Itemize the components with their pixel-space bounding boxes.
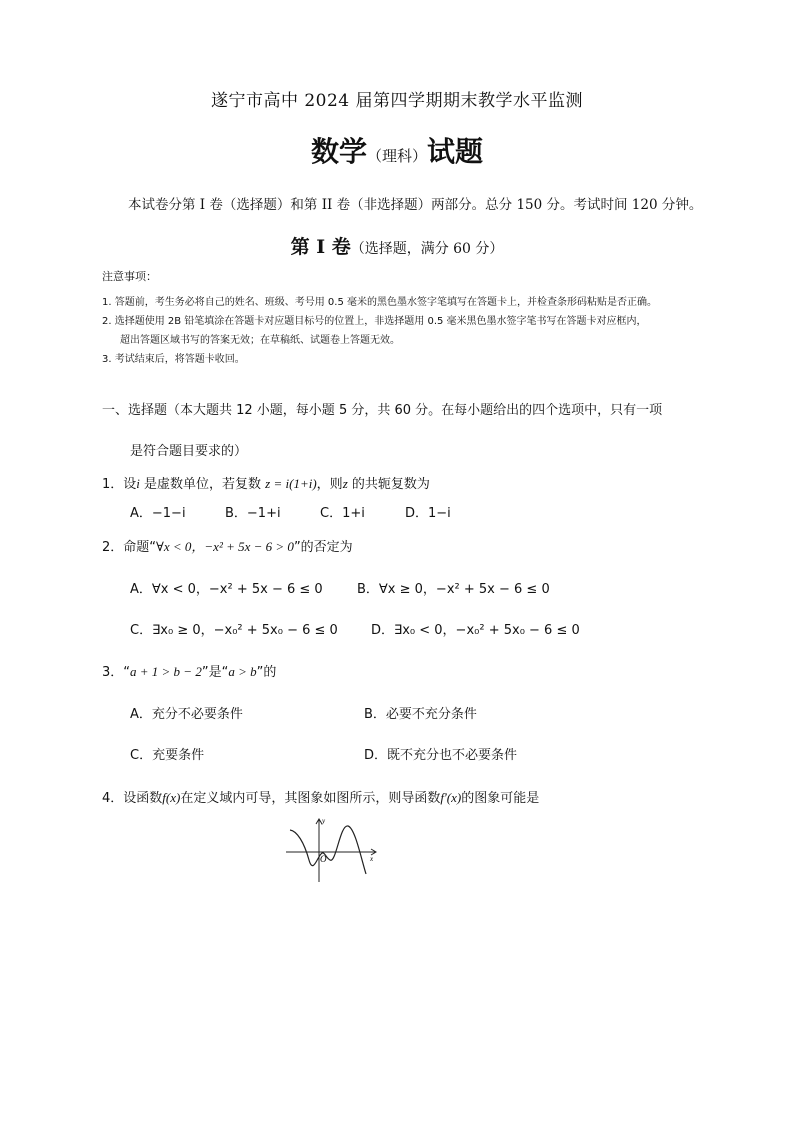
- notice-item-2: 2. 选择题使用 2B 铅笔填涂在答题卡对应题目标号的位置上，非选择题用 0.5 毫米黑色墨水签字笔书写在答题卡对应框内，: [102, 316, 647, 327]
- notice-heading: 注意事项：: [102, 270, 157, 283]
- question-3-stem: 3．“a + 1 > b − 2”是“a > b”的: [102, 664, 277, 680]
- q2-option-c: C．∃x₀ ≥ 0，−x₀² + 5x₀ − 6 ≤ 0: [130, 623, 338, 638]
- q3-option-c: C．充要条件: [130, 748, 205, 763]
- q3-option-a: A．充分不必要条件: [130, 707, 243, 722]
- notice-item-2-cont: 超出答题区域书写的答案无效；在草稿纸、试题卷上答题无效。: [120, 335, 400, 346]
- q1-option-c: C．1+i: [320, 506, 365, 521]
- part-note: （选择题，满分 60 分）: [350, 241, 504, 257]
- exam-intro: 本试卷分第 I 卷（选择题）和第 II 卷（非选择题）两部分。总分 150 分。考试时间 120 分钟。: [128, 197, 703, 213]
- exam-title: [0, 130, 794, 170]
- q2-option-d: D．∃x₀ < 0，−x₀² + 5x₀ − 6 ≤ 0: [371, 623, 580, 638]
- section-heading-cont: 是符合题目要求的）: [130, 444, 248, 459]
- title-subject: （理科）: [366, 147, 427, 165]
- section-heading: 一、选择题（本大题共 12 小题，每小题 5 分，共 60 分。在每小题给出的四个选项中，只有一项: [102, 403, 663, 418]
- notice-item-1: 1. 答题前，考生务必将自己的姓名、班级、考号用 0.5 毫米的黑色墨水签字笔填写在答题卡上，并检查条形码粘贴是否正确。: [102, 297, 657, 308]
- part-title: [0, 232, 794, 259]
- part-label: 第 I 卷: [290, 236, 351, 258]
- q1-option-d: D．1−i: [405, 506, 451, 521]
- y-axis-label: y: [322, 817, 326, 825]
- function-curve: [290, 826, 366, 874]
- function-graph: [282, 814, 382, 886]
- question-1-stem: 1．设i 是虚数单位，若复数 z = i(1+i)，则z 的共轭复数为: [102, 476, 430, 492]
- q3-option-b: B．必要不充分条件: [364, 707, 477, 722]
- q1-option-a: A．−1−i: [130, 506, 186, 521]
- title-main-2: 试题: [427, 135, 484, 168]
- question-4-stem: 4．设函数f(x)在定义域内可导，其图象如图所示，则导函数f′(x)的图象可能是: [102, 790, 540, 806]
- q2-option-a: A．∀x < 0，−x² + 5x − 6 ≤ 0: [130, 582, 323, 597]
- q2-option-b: B．∀x ≥ 0，−x² + 5x − 6 ≤ 0: [357, 582, 550, 597]
- exam-header: 遂宁市高中 2024 届第四学期期末教学水平监测: [210, 91, 584, 111]
- origin-label: O: [320, 854, 327, 864]
- title-main-1: 数学: [310, 135, 367, 168]
- q1-option-b: B．−1+i: [225, 506, 281, 521]
- x-axis-label: x: [370, 855, 374, 863]
- question-2-stem: 2．命题“∀x < 0，−x² + 5x − 6 > 0”的否定为: [102, 539, 353, 555]
- q3-option-d: D．既不充分也不必要条件: [364, 748, 518, 763]
- notice-item-3: 3. 考试结束后，将答题卡收回。: [102, 354, 245, 365]
